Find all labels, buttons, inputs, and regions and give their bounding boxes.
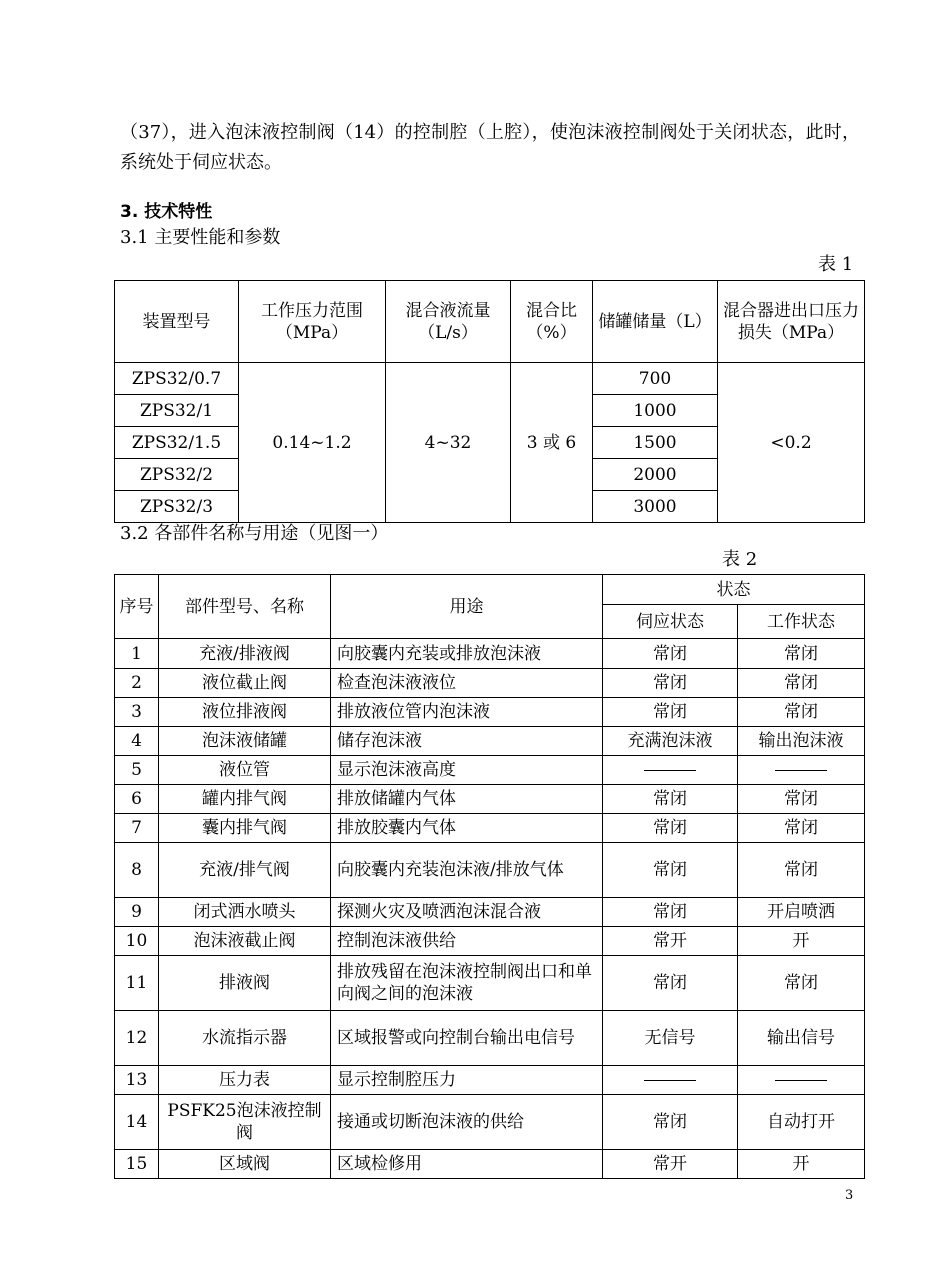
- standby-status-cell: 常闭: [603, 956, 738, 1011]
- component-use-cell: 向胶囊内充装或排放泡沫液: [331, 639, 603, 669]
- component-use-cell: 区域报警或向控制台输出电信号: [331, 1011, 603, 1066]
- working-status-cell: 常闭: [738, 669, 865, 698]
- header-pressure: 工作压力范围（MPa）: [239, 281, 386, 363]
- dash-mark: [775, 1080, 827, 1081]
- component-name-cell: PSFK25泡沫液控制阀: [159, 1095, 331, 1150]
- component-name-cell: 充液/排气阀: [159, 843, 331, 898]
- standby-status-cell: 无信号: [603, 1011, 738, 1066]
- working-status-cell: [738, 756, 865, 785]
- flow-cell: 4~32: [386, 363, 511, 523]
- row-number-cell: 13: [115, 1066, 159, 1095]
- ratio-cell: 3 或 6: [511, 363, 593, 523]
- row-number-cell: 5: [115, 756, 159, 785]
- working-status-cell: 开启喷洒: [738, 898, 865, 927]
- standby-status-cell: 常闭: [603, 843, 738, 898]
- standby-status-cell: [603, 756, 738, 785]
- dash-mark: [644, 770, 696, 771]
- standby-status-cell: [603, 1066, 738, 1095]
- storage-cell: 700: [593, 363, 718, 395]
- model-cell: ZPS32/3: [115, 491, 239, 523]
- header-ratio: 混合比（%）: [511, 281, 593, 363]
- component-name-cell: 水流指示器: [159, 1011, 331, 1066]
- working-status-cell: [738, 1066, 865, 1095]
- header-model: 装置型号: [115, 281, 239, 363]
- working-status-cell: 常闭: [738, 956, 865, 1011]
- working-status-cell: 常闭: [738, 639, 865, 669]
- components-table-body: [115, 639, 865, 1179]
- component-name-cell: 闭式洒水喷头: [159, 898, 331, 927]
- standby-status-cell: 常开: [603, 1150, 738, 1179]
- parameters-table: [114, 280, 865, 523]
- component-use-cell: 排放液位管内泡沫液: [331, 698, 603, 727]
- row-number-cell: 2: [115, 669, 159, 698]
- standby-status-cell: 常闭: [603, 898, 738, 927]
- header-storage: 储罐储量（L）: [593, 281, 718, 363]
- standby-status-cell: 常开: [603, 927, 738, 956]
- component-name-cell: 充液/排液阀: [159, 639, 331, 669]
- table-row: [115, 698, 865, 727]
- row-number-cell: 12: [115, 1011, 159, 1066]
- working-status-cell: 开: [738, 1150, 865, 1179]
- component-use-cell: 排放储罐内气体: [331, 785, 603, 814]
- working-status-cell: 常闭: [738, 785, 865, 814]
- header-standby: 伺应状态: [603, 605, 738, 639]
- table-row: [115, 639, 865, 669]
- storage-cell: 3000: [593, 491, 718, 523]
- component-name-cell: 压力表: [159, 1066, 331, 1095]
- header-name: 部件型号、名称: [159, 575, 331, 639]
- component-name-cell: 液位截止阀: [159, 669, 331, 698]
- section-3-1-heading: 3.1 主要性能和参数: [120, 227, 281, 248]
- components-table: [114, 574, 865, 1179]
- header-flow: 混合液流量（L/s）: [386, 281, 511, 363]
- section-3-heading: 3. 技术特性: [120, 202, 213, 222]
- component-use-cell: 排放胶囊内气体: [331, 814, 603, 843]
- component-use-cell: 区域检修用: [331, 1150, 603, 1179]
- row-number-cell: 14: [115, 1095, 159, 1150]
- standby-status-cell: 常闭: [603, 669, 738, 698]
- storage-cell: 2000: [593, 459, 718, 491]
- table-row: [115, 1066, 865, 1095]
- row-number-cell: 3: [115, 698, 159, 727]
- table-row: [115, 814, 865, 843]
- table-row: [115, 785, 865, 814]
- component-name-cell: 液位管: [159, 756, 331, 785]
- table-row: [115, 756, 865, 785]
- component-name-cell: 区域阀: [159, 1150, 331, 1179]
- table-row: [115, 843, 865, 898]
- header-working: 工作状态: [738, 605, 865, 639]
- component-use-cell: 控制泡沫液供给: [331, 927, 603, 956]
- working-status-cell: 输出泡沫液: [738, 727, 865, 756]
- standby-status-cell: 常闭: [603, 785, 738, 814]
- component-name-cell: 液位排液阀: [159, 698, 331, 727]
- row-number-cell: 6: [115, 785, 159, 814]
- model-cell: ZPS32/2: [115, 459, 239, 491]
- component-use-cell: 显示控制腔压力: [331, 1066, 603, 1095]
- component-name-cell: 罐内排气阀: [159, 785, 331, 814]
- component-use-cell: 向胶囊内充装泡沫液/排放气体: [331, 843, 603, 898]
- standby-status-cell: 充满泡沫液: [603, 727, 738, 756]
- component-use-cell: 排放残留在泡沫液控制阀出口和单向阀之间的泡沫液: [331, 956, 603, 1011]
- row-number-cell: 7: [115, 814, 159, 843]
- row-number-cell: 8: [115, 843, 159, 898]
- component-use-cell: 储存泡沫液: [331, 727, 603, 756]
- working-status-cell: 输出信号: [738, 1011, 865, 1066]
- working-status-cell: 常闭: [738, 698, 865, 727]
- working-status-cell: 开: [738, 927, 865, 956]
- pressure-range-cell: 0.14~1.2: [239, 363, 386, 523]
- header-status: 状态: [603, 575, 865, 605]
- header-use: 用途: [331, 575, 603, 639]
- model-cell: ZPS32/0.7: [115, 363, 239, 395]
- working-status-cell: 常闭: [738, 814, 865, 843]
- section-3-2-heading: 3.2 各部件名称与用途（见图一）: [120, 523, 389, 544]
- standby-status-cell: 常闭: [603, 814, 738, 843]
- row-number-cell: 11: [115, 956, 159, 1011]
- table-row: [115, 1150, 865, 1179]
- table-row: [115, 956, 865, 1011]
- intro-paragraph: （37），进入泡沫液控制阀（14）的控制腔（上腔），使泡沫液控制阀处于关闭状态，此时，系统处于伺应状态。: [120, 122, 860, 173]
- component-use-cell: 接通或切断泡沫液的供给: [331, 1095, 603, 1150]
- working-status-cell: 常闭: [738, 843, 865, 898]
- table2-caption: 表 2: [722, 549, 758, 570]
- row-number-cell: 9: [115, 898, 159, 927]
- storage-cell: 1500: [593, 427, 718, 459]
- header-loss: 混合器进出口压力损失（MPa）: [718, 281, 865, 363]
- model-cell: ZPS32/1: [115, 395, 239, 427]
- table-row: [115, 669, 865, 698]
- table-row: [115, 727, 865, 756]
- table-row: [115, 898, 865, 927]
- dash-mark: [775, 770, 827, 771]
- component-name-cell: 排液阀: [159, 956, 331, 1011]
- row-number-cell: 15: [115, 1150, 159, 1179]
- model-cell: ZPS32/1.5: [115, 427, 239, 459]
- storage-cell: 1000: [593, 395, 718, 427]
- component-use-cell: 探测火灾及喷洒泡沫混合液: [331, 898, 603, 927]
- table-row: [115, 1095, 865, 1150]
- working-status-cell: 自动打开: [738, 1095, 865, 1150]
- dash-mark: [644, 1080, 696, 1081]
- component-name-cell: 泡沫液储罐: [159, 727, 331, 756]
- row-number-cell: 4: [115, 727, 159, 756]
- standby-status-cell: 常闭: [603, 698, 738, 727]
- header-no: 序号: [115, 575, 159, 639]
- component-use-cell: 检查泡沫液液位: [331, 669, 603, 698]
- component-use-cell: 显示泡沫液高度: [331, 756, 603, 785]
- table-row: [115, 1011, 865, 1066]
- table-row: [115, 927, 865, 956]
- component-name-cell: 囊内排气阀: [159, 814, 331, 843]
- component-name-cell: 泡沫液截止阀: [159, 927, 331, 956]
- standby-status-cell: 常闭: [603, 639, 738, 669]
- table1-caption: 表 1: [818, 254, 854, 275]
- standby-status-cell: 常闭: [603, 1095, 738, 1150]
- row-number-cell: 1: [115, 639, 159, 669]
- row-number-cell: 10: [115, 927, 159, 956]
- page-number: 3: [845, 1188, 854, 1203]
- pressure-loss-cell: <0.2: [718, 363, 865, 523]
